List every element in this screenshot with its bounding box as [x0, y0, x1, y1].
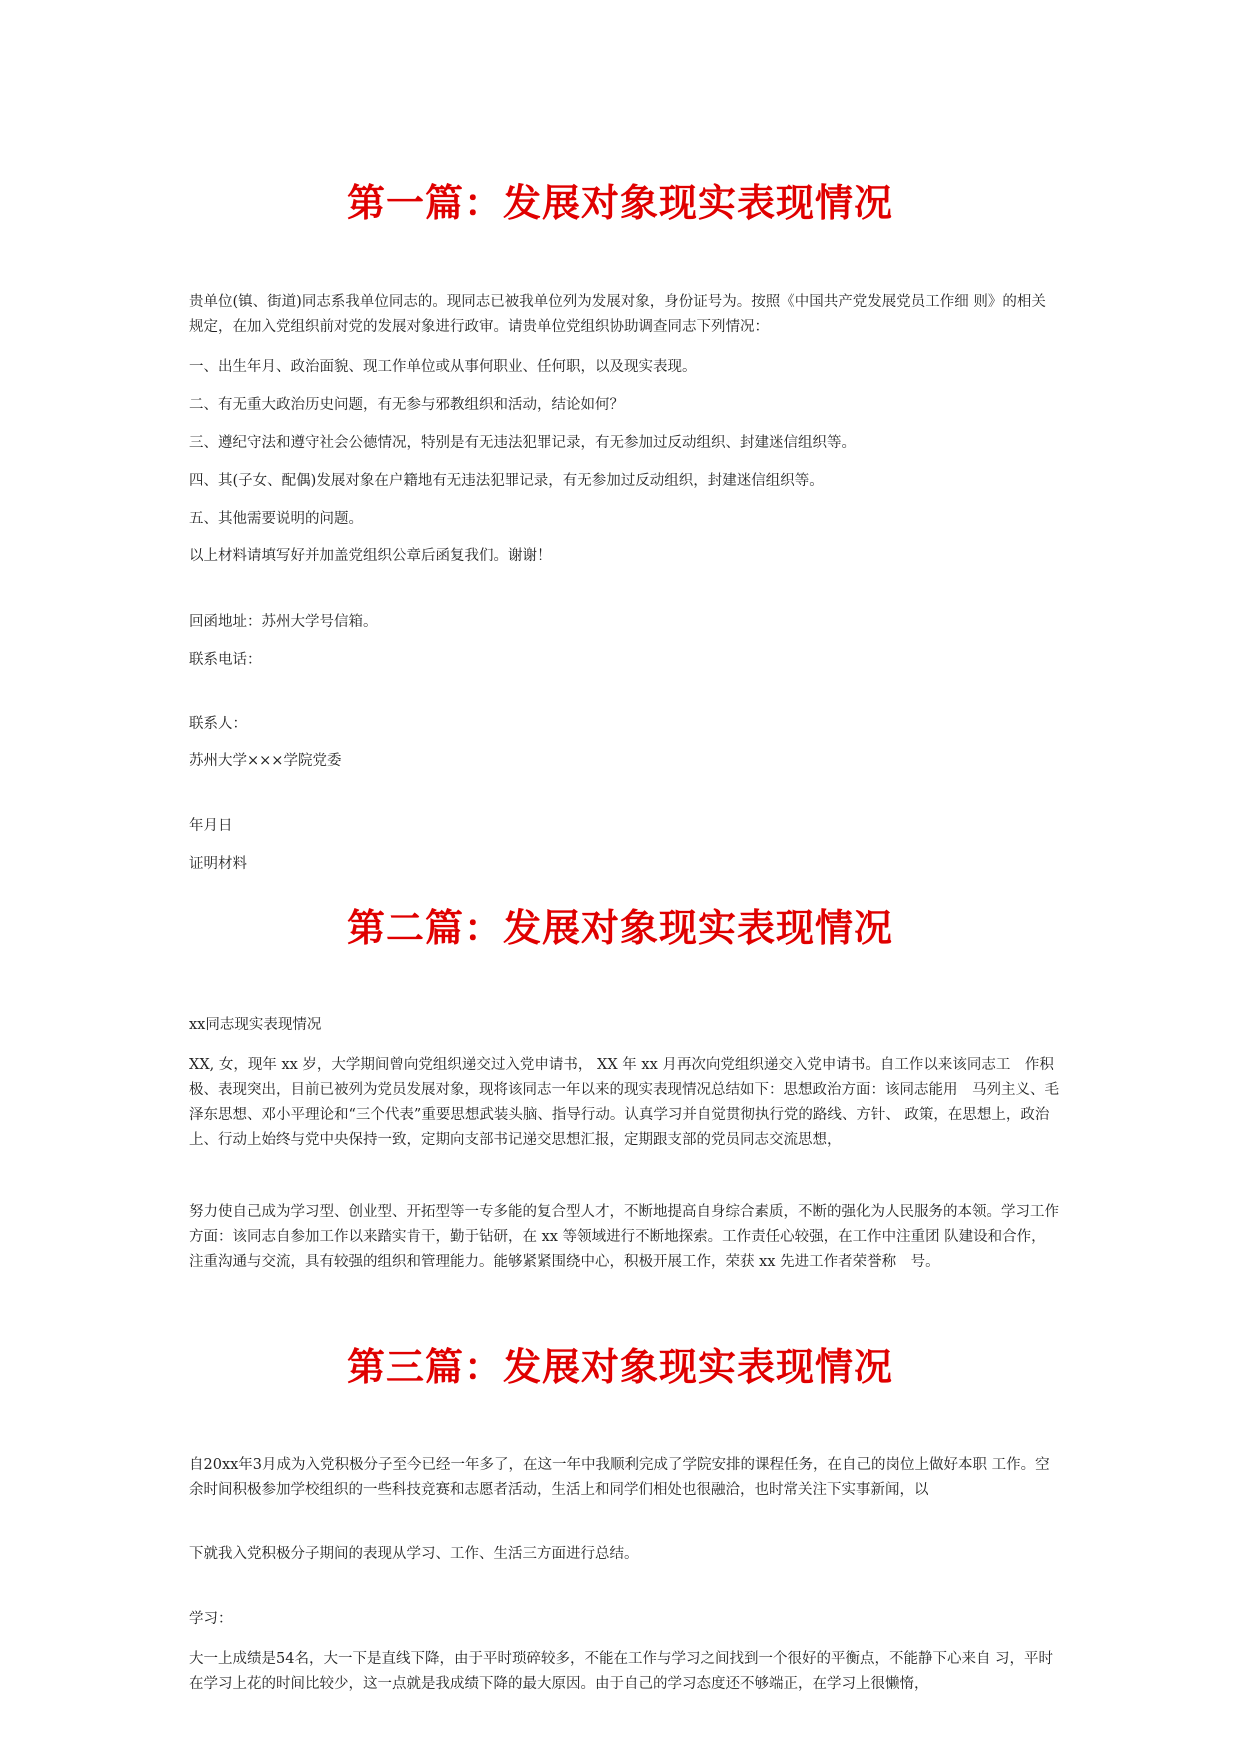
return-address: 回函地址：苏州大学号信箱。 — [189, 614, 378, 630]
section3-para-1: 自20xx年3月成为入党积极分子至今已经一年多了，在这一年中我顺利完成了学院安排的课程任务，在自己的岗位上做好本职 工作。空余时间积极参加学校组织的一些科技竞赛和志愿者活动，生活上和同学们相处也很融洽，也时常关注下实事新闻，以 — [189, 1457, 1050, 1498]
section3-title: 第三篇：发展对象现实表现情况 — [346, 1344, 893, 1389]
section1-title: 第一篇：发展对象现实表现情况 — [346, 180, 893, 225]
study-heading: 学习： — [189, 1611, 233, 1627]
contact-phone: 联系电话： — [189, 652, 262, 668]
section1-intro: 贵单位(镇、街道)同志系我单位同志的。现同志已被我单位列为发展对象，身份证号为。按照《中国共产党发展党员工作细 则》的相关规定，在加入党组织前对党的发展对象进行政审。请贵单位党组织协助调查同志下列情况： — [189, 294, 1046, 335]
section3-para-3: 大一上成绩是54名，大一下是直线下降，由于平时琐碎较多，不能在工作与学习之间找到一个很好的平衡点，不能静下心来自 习，平时在学习上花的时间比较少，这一点就是我成绩下降的最大原因。由于自己的学习态度还不够端正，在学习上很懒惰， — [189, 1651, 1054, 1692]
contact-person: 联系人： — [189, 716, 247, 732]
section1-item-4: 四、其(子女、配偶)发展对象在户籍地有无违法犯罪记录，有无参加过反动组织，封建迷信组织等。 — [189, 473, 824, 489]
section1-closing: 以上材料请填写好并加盖党组织公章后函复我们。谢谢！ — [189, 548, 552, 564]
section2-subtitle: xx同志现实表现情况 — [189, 1017, 322, 1033]
date-line: 年月日 — [189, 818, 233, 834]
section2-para-1: XX, 女，现年 xx 岁，大学期间曾向党组织递交过入党申请书， XX 年 xx 月再次向党组织递交入党申请书。自工作以来该同志工 作积极、表现突出，目前已被列为党员发展对象，现将该同志一年以来的现实表现情况总结如下：思想政治方面：该同志能用 马列主义、毛泽东思想、邓小平理论和“三个代表”重要思想武装头脑、指导行动。认真学习并自觉贯彻执行党的路线、方针、 政策，在思想上，政治上、行动上始终与党中央保持一致，定期向支部书记递交思想汇报，定期跟支部的党员同志交流思想， — [189, 1057, 1059, 1148]
certificate-label: 证明材料 — [189, 856, 247, 872]
section1-item-5: 五、其他需要说明的问题。 — [189, 511, 363, 527]
section1-item-1: 一、出生年月、政治面貌、现工作单位或从事何职业、任何职，以及现实表现。 — [189, 359, 697, 375]
section2-para-2: 努力使自己成为学习型、创业型、开拓型等一专多能的复合型人才，不断地提高自身综合素质，不断的强化为人民服务的本领。学习工作方面：该同志自参加工作以来踏实肯干，勤于钻研，在 xx 等领域进行不断地探索。工作责任心较强，在工作中注重团 队建设和合作，注重沟通与交流，具有较强的组织和管理能力。能够紧紧围绕中心，积极开展工作，荣获 xx 先进工作者荣誉称 号。 — [189, 1204, 1059, 1270]
section1-item-2: 二、有无重大政治历史问题，有无参与邪教组织和活动，结论如何？ — [189, 397, 624, 413]
section3-para-2: 下就我入党积极分子期间的表现从学习、工作、生活三方面进行总结。 — [189, 1546, 639, 1562]
organization-name: 苏州大学×××学院党委 — [189, 753, 342, 769]
section2-title: 第二篇：发展对象现实表现情况 — [346, 905, 893, 950]
section1-item-3: 三、遵纪守法和遵守社会公德情况，特别是有无违法犯罪记录，有无参加过反动组织、封建迷信组织等。 — [189, 435, 856, 451]
